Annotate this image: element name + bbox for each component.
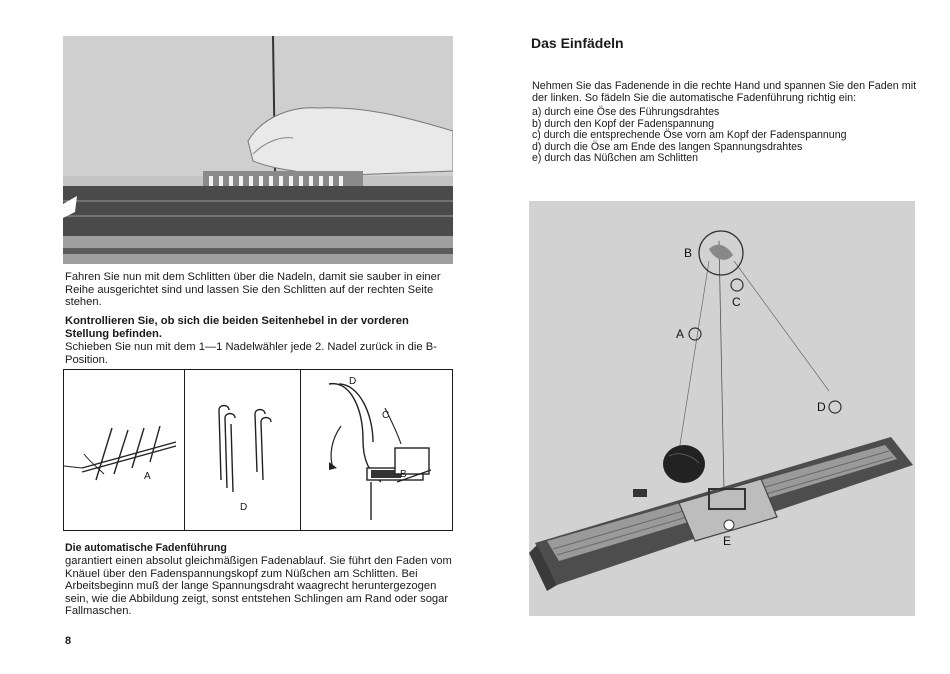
- figure-label-d-panel: D: [240, 502, 248, 513]
- photo-knitting-machine-threading: [529, 201, 915, 616]
- threading-step: b) durch den Kopf der Fadenspannung: [532, 117, 714, 130]
- figure-needle-diagrams: [63, 369, 453, 531]
- paragraph-intro: Nehmen Sie das Fadenende in die rechte Hand und spannen Sie den Faden mit der linken. So fädeln Sie die automatische Fadenführung richtig ein:: [532, 80, 917, 104]
- paragraph-needle-selector: Schieben Sie nun mit dem 1—1 Nadelwähler jede 2. Nadel zurück in die B-Position.: [65, 341, 437, 366]
- figure-label-a: A: [144, 471, 151, 482]
- photo-hand-on-carriage: [63, 36, 453, 264]
- paragraph-thread-guide-description: garantiert einen absolut gleichmäßigen Fadenablauf. Sie führt den Faden vom Knäuel über den Fadenspannungskopf zum Nüßchen am Schlitten. Bei Arbeitsbeginn muß der lange Spannungsdraht waagrecht heruntergezogen sein, wie die Abbildung zeigt, sonst entstehen Schlingen am Rand oder sogar Fallmaschen.: [65, 555, 452, 618]
- threading-steps-list: [532, 107, 918, 165]
- paragraph-check-side-levers: Kontrollieren Sie, ob sich die beiden Seitenhebel in der vorderen Stellung befinden.: [65, 315, 409, 340]
- photo-label-e: E: [723, 534, 732, 548]
- photo-label-d: D: [817, 400, 826, 414]
- photo-label-c: C: [732, 295, 741, 309]
- threading-step: a) durch eine Öse des Führungsdrahtes: [532, 106, 720, 118]
- figure-label-c: C: [382, 410, 390, 421]
- diagram-needles-a: [64, 370, 184, 530]
- threading-step: d) durch die Öse am Ende des langen Spannungsdrahtes: [532, 140, 803, 153]
- figure-label-d: D: [349, 376, 357, 387]
- photo-illustration: [63, 36, 453, 264]
- figure-label-b: B: [400, 469, 407, 480]
- page-number: 8: [65, 635, 72, 647]
- diagram-carriage-lever: [301, 370, 452, 530]
- photo-label-b: B: [684, 246, 693, 260]
- threading-step: e) durch das Nüßchen am Schlitten: [532, 152, 699, 165]
- page-title: Das Einfädeln: [531, 35, 624, 51]
- photo-illustration: [529, 201, 915, 616]
- paragraph-carriage-over-needles: Fahren Sie nun mit dem Schlitten über die Nadeln, damit sie sauber in einer Reihe ausgerichtet sind und lassen Sie den Schlitten auf der rechten Seite stehen.: [65, 271, 441, 309]
- section-title-automatic-thread-guide: Die automatische Fadenführung: [65, 542, 227, 554]
- photo-label-a: A: [676, 327, 685, 341]
- threading-step: c) durch die entsprechende Öse vorn am Kopf der Fadenspannung: [532, 129, 847, 142]
